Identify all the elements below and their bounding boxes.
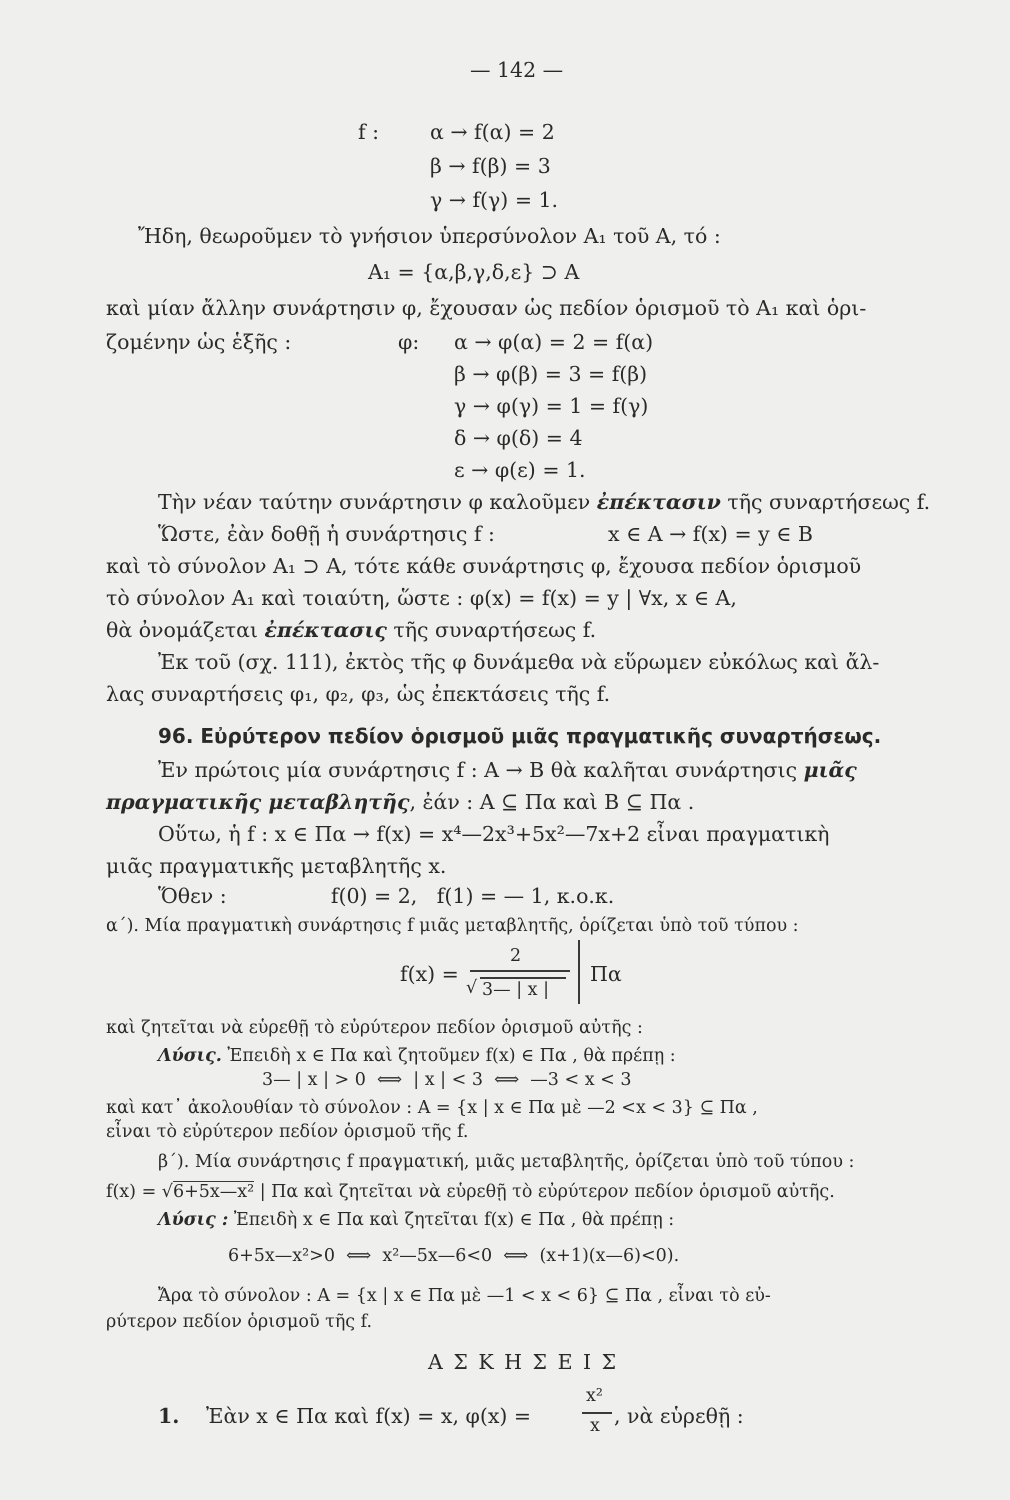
phi-map-label: φ: (398, 330, 420, 354)
phi-map-row: ε → φ(ε) = 1. (454, 458, 586, 482)
paragraph-line: Ἤδη, θεωροῦμεν τὸ γνήσιον ὑπερσύνολον A₁ τοῦ A, τό : (138, 224, 721, 248)
exercise-fraction-denominator: x (590, 1416, 600, 1436)
paragraph-line: Τὴν νέαν ταύτην συνάρτησιν φ καλοῦμεν ἐπέκτασιν τῆς συναρτήσεως f. (158, 490, 931, 514)
exercise-fraction-numerator: x² (586, 1386, 603, 1406)
solution-line: Λύσις : Ἐπειδὴ x ∈ Πα καὶ ζητεῖται f(x) ∈ Πα , θὰ πρέπῃ : (158, 1210, 675, 1230)
exercise-text: , νὰ εὑρεθῇ : (614, 1404, 744, 1428)
paragraph-line: Ἐν πρώτοις μία συνάρτησις f : A → B θὰ καλῆται συνάρτησις μιᾶς (158, 758, 857, 782)
exercise-number: 1. (158, 1404, 180, 1428)
phi-map-row: γ → φ(γ) = 1 = f(γ) (454, 394, 649, 418)
paragraph-line: β΄). Μία συνάρτησις f πραγματική, μιᾶς μεταβλητῆς, ὁρίζεται ὑπὸ τοῦ τύπου : (158, 1152, 855, 1172)
f-map-row: β → f(β) = 3 (430, 154, 551, 178)
mapping-expression: x ∈ A → f(x) = y ∈ B (608, 522, 813, 546)
paragraph-line: Ὅθεν : f(0) = 2, f(1) = — 1, κ.ο.κ. (158, 884, 615, 908)
paragraph-line: Ἐκ τοῦ (σχ. 111), ἐκτὸς τῆς φ δυνάμεθα νὰ εὕρωμεν εὐκόλως καὶ ἄλ- (158, 650, 880, 674)
paragraph-line: καὶ μίαν ἄλλην συνάρτησιν φ, ἔχουσαν ὡς πεδίον ὁρισμοῦ τὸ A₁ καὶ ὁρι- (106, 296, 867, 320)
radical-sign: √ (466, 978, 478, 998)
paragraph-line: τὸ σύνολον A₁ καὶ τοιαύτη, ὥστε : φ(x) = f(x) = y | ∀x, x ∈ A, (106, 586, 737, 610)
paragraph-line: εἶναι τὸ εὐρύτερον πεδίον ὁρισμοῦ τῆς f. (106, 1122, 469, 1142)
formula-domain: Πα (590, 962, 622, 986)
paragraph-line: μιᾶς πραγματικῆς μεταβλητῆς x. (106, 854, 447, 878)
paragraph-line: Ἄρα τὸ σύνολον : A = {x | x ∈ Πα μὲ —1 < x < 6} ⊆ Πα , εἶναι τὸ εὐ- (158, 1286, 771, 1306)
paragraph-line: καὶ ζητεῖται νὰ εὑρεθῇ τὸ εὐρύτερον πεδίον ὁρισμοῦ αὐτῆς : (106, 1018, 643, 1038)
f-map-row: α → f(α) = 2 (430, 120, 555, 144)
page-number: — 142 — (470, 58, 564, 82)
paragraph-line: α΄). Μία πραγματικὴ συνάρτησις f μιᾶς μεταβλητῆς, ὁρίζεται ὑπὸ τοῦ τύπου : (106, 916, 799, 936)
phi-map-row: δ → φ(δ) = 4 (454, 426, 583, 450)
f-map-row: γ → f(γ) = 1. (430, 188, 559, 212)
formula-numerator: 2 (510, 946, 522, 966)
paragraph-line: καὶ κατ᾽ ἀκολουθίαν τὸ σύνολον : A = {x | x ∈ Πα μὲ —2 <x < 3} ⊆ Πα , (106, 1098, 758, 1118)
paragraph-line: λας συναρτήσεις φ₁, φ₂, φ₃, ὡς ἐπεκτάσεις τῆς f. (106, 682, 611, 706)
radicand: 6+5x—x² (172, 1182, 255, 1202)
solution-line: Λύσις. Ἐπειδὴ x ∈ Πα καὶ ζητοῦμεν f(x) ∈ Πα , θὰ πρέπῃ : (158, 1046, 676, 1066)
section-heading: 96. Εὐρύτερον πεδίον ὁρισμοῦ μιᾶς πραγματικῆς συναρτήσεως. (158, 724, 882, 748)
paragraph-line: ρύτερον πεδίον ὁρισμοῦ τῆς f. (106, 1312, 373, 1332)
formula-b: f(x) = √6+5x—x² | Πα καὶ ζητεῖται νὰ εὑρεθῇ τὸ εὐρύτερον πεδίον ὁρισμοῦ αὐτῆς. (106, 1182, 835, 1202)
paragraph-line: πραγματικῆς μεταβλητῆς, ἐάν : A ⊆ Πα καὶ B ⊆ Πα . (106, 790, 695, 814)
paragraph-line: ζομένην ὡς ἑξῆς : (106, 330, 292, 354)
paragraph-line: Οὕτω, ἡ f : x ∈ Πα → f(x) = x⁴—2x³+5x²—7x+2 εἶναι πραγματικὴ (158, 822, 830, 846)
domain-bar (578, 940, 580, 1004)
phi-map-row: β → φ(β) = 3 = f(β) (454, 362, 648, 386)
exercises-title: Α Σ Κ Η Σ Ε Ι Σ (428, 1350, 619, 1374)
formula-denominator: 3— | x | (482, 980, 549, 1000)
set-A1: A₁ = {α,β,γ,δ,ε} ⊃ A (368, 260, 580, 284)
formula-lhs: f(x) = (400, 962, 459, 986)
f-map-label: f : (358, 120, 380, 144)
inequality-chain: 6+5x—x²>0 ⟺ x²—5x—6<0 ⟺ (x+1)(x—6)<0). (228, 1246, 680, 1266)
phi-map-row: α → φ(α) = 2 = f(α) (454, 330, 654, 354)
fraction-bar (470, 970, 570, 972)
inequality-chain: 3— | x | > 0 ⟺ | x | < 3 ⟺ —3 < x < 3 (262, 1070, 632, 1090)
paragraph-line: καὶ τὸ σύνολον A₁ ⊃ A, τότε κάθε συνάρτησις φ, ἔχουσα πεδίον ὁρισμοῦ (106, 554, 862, 578)
exercise-text: Ἐὰν x ∈ Πα καὶ f(x) = x, φ(x) = (206, 1404, 532, 1428)
paragraph-line: θὰ ὀνομάζεται ἐπέκτασις τῆς συναρτήσεως f. (106, 618, 597, 642)
paragraph-line: Ὥστε, ἐὰν δοθῇ ἡ συνάρτησις f : (158, 522, 495, 546)
